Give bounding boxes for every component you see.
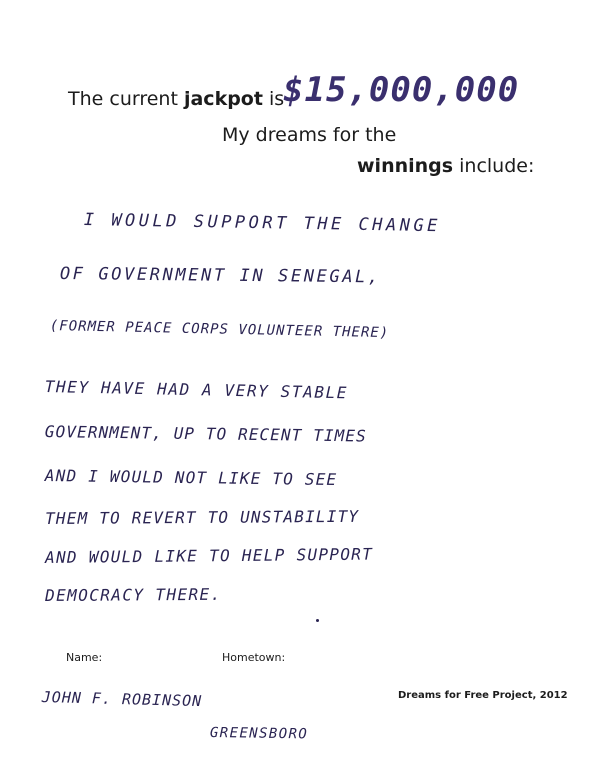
jackpot-amount: $15,000,000 (283, 70, 520, 110)
jackpot-suffix: is (262, 88, 285, 110)
jackpot-heading (68, 88, 284, 110)
handwritten-line-1: I WOULD SUPPORT THE CHANGE (83, 210, 442, 237)
include-word: include: (453, 155, 535, 177)
hometown-label: Hometown: (222, 651, 286, 664)
handwritten-line-3: (FORMER PEACE CORPS VOLUNTEER THERE) (49, 318, 390, 342)
project-credit: Dreams for Free Project, 2012 (398, 690, 568, 701)
handwritten-line-2: OF GOVERNMENT IN SENEGAL, (59, 264, 381, 288)
hometown-value: GREENSBORO (209, 725, 309, 743)
handwritten-line-8: AND WOULD LIKE TO HELP SUPPORT (45, 544, 374, 567)
name-label: Name: (66, 651, 103, 664)
handwritten-line-7: THEM TO REVERT TO UNSTABILITY (45, 506, 360, 528)
jackpot-prefix: The current (68, 88, 184, 110)
name-value: JOHN F. ROBINSON (41, 688, 203, 711)
jackpot-word: jackpot (183, 88, 263, 110)
handwritten-line-9: DEMOCRACY THERE. (45, 584, 222, 605)
handwritten-line-6: AND I WOULD NOT LIKE TO SEE (44, 466, 338, 490)
handwritten-line-5: GOVERNMENT, UP TO RECENT TIMES (44, 422, 367, 446)
dreams-heading-line2 (357, 155, 534, 177)
handwritten-line-4: THEY HAVE HAD A VERY STABLE (44, 377, 349, 403)
dreams-heading-line1: My dreams for the (222, 124, 397, 146)
winnings-word: winnings (357, 155, 454, 177)
ink-dot (316, 619, 319, 622)
